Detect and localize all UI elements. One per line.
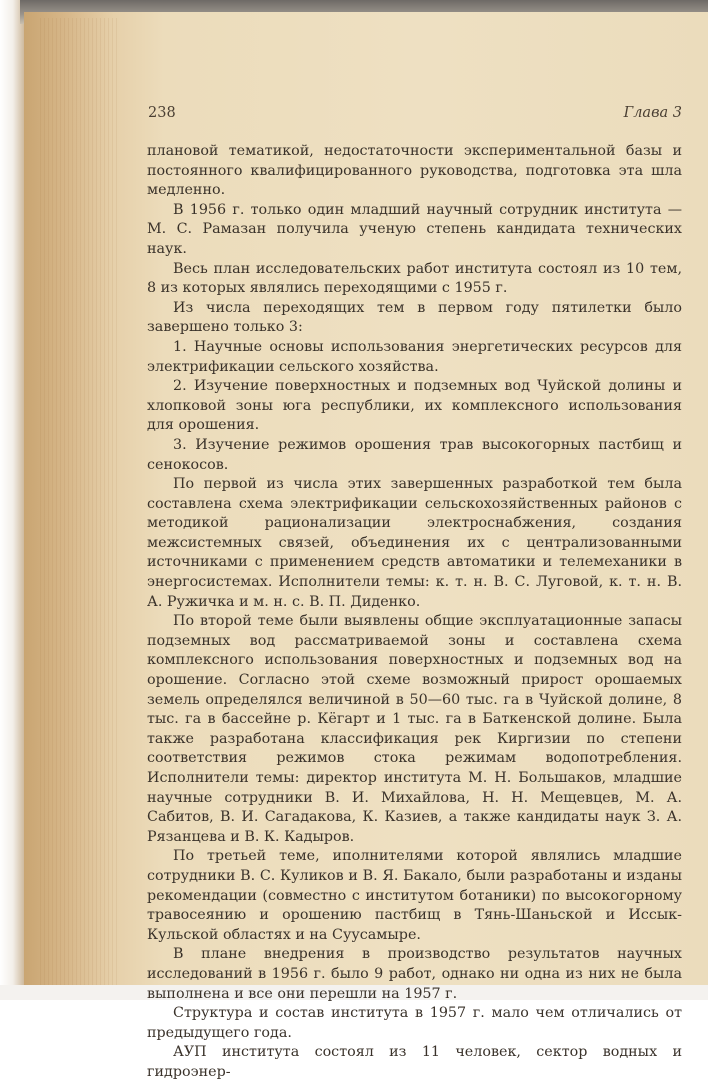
- page-body: [147, 142, 682, 1083]
- paragraph: 3. Изучение режимов орошения трав высокогорных пастбищ и сенокосов.: [147, 436, 682, 473]
- book-page-edges: [40, 18, 120, 986]
- paragraph: плановой тематикой, недостаточности экспериментальной базы и постоянного квалифицированного руководства, подготовка эта шла медленно.: [147, 143, 682, 199]
- paragraph: В 1956 г. только один младший научный сотрудник института — М. С. Рамазан получила ученую степень кандидата технических наук.: [147, 201, 682, 257]
- paragraph: Весь план исследовательских работ института состоял из 10 тем, 8 из которых являлись переходящими с 1955 г.: [147, 260, 682, 297]
- paragraph: По второй теме были выявлены общие эксплуатационные запасы подземных вод рассматриваемой зоны и составлена схема комплексного использования поверхностных и подземных вод на орошение. Согласно этой схеме возможный прирост орошаемых земель определялся величиной в 50—60 тыс. га в Чуйской долине, 8 тыс. га в бассейне р. Кёгарт и 1 тыс. га в Баткенской долине. Была также разработана классификация рек Киргизии по степени соответствия режимов стока режимам водопотребления. Исполнители темы: директор института М. Н. Большаков, младшие научные сотрудники В. И. Михайлова, Н. Н. Мещевцев, М. А. Сабитов, В. И. Сагадакова, К. Казиев, а также кандидаты наук З. А. Рязанцева и В. К. Кадыров.: [147, 613, 682, 845]
- paragraph: По третьей теме, иполнителями которой являлись младшие сотрудники В. С. Куликов и В. Я. Бакало, были разработаны и изданы рекомендации (совместно с институтом ботаники) по высокогорному травосеянию и орошению пастбищ в Тянь-Шаньской и Иссык-Кульской областях и на Суусамыре.: [147, 848, 682, 943]
- running-header: [148, 105, 682, 127]
- paragraph: Структура и состав института в 1957 г. мало чем отличались от предыдущего года.: [147, 1005, 682, 1041]
- paragraph: По первой из числа этих завершенных разработкой тем была составлена схема электрификации сельскохозяйственных районов с методикой рационализации электроснабжения, создания межсистемных связей, объединения их с централизованными источниками с применением средств автоматики и телемеханики в энергосистемах. Исполнители темы: к. т. н. В. С. Луговой, к. т. н. В. А. Ружичка и м. н. с. В. П. Диденко.: [147, 476, 682, 610]
- paragraph: АУП института состоял из 11 человек, сектор водных и гидроэнер-: [147, 1044, 682, 1080]
- chapter-title: Глава 3: [623, 105, 682, 121]
- paragraph: В плане внедрения в производство результатов научных исследований в 1956 г. было 9 работ, однако ни одна из них не была выполнена и все они перешли на 1957 г.: [147, 946, 682, 1002]
- paragraph: Из числа переходящих тем в первом году пятилетки было завершено только 3:: [147, 299, 682, 336]
- page-number: 238: [148, 105, 176, 121]
- paragraph: 2. Изучение поверхностных и подземных вод Чуйской долины и хлопковой зоны юга республики, их комплексного использования для орошения.: [147, 378, 682, 434]
- paragraph: 1. Научные основы использования энергетических ресурсов для электрификации сельского хозяйства.: [147, 338, 682, 375]
